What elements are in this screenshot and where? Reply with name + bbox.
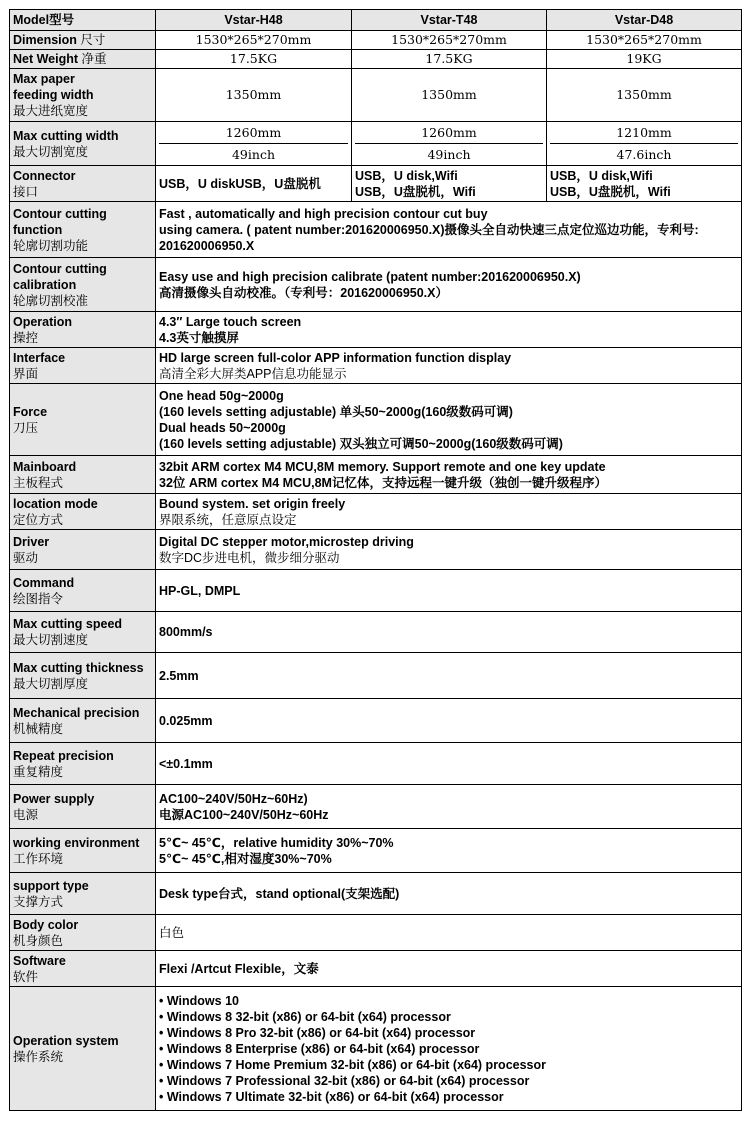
row-mech xyxy=(10,699,742,743)
env-value: 5℃~ 45℃，relative humidity 30%~70% 5℃~ 45℃,相对湿度30%~70% xyxy=(156,829,742,873)
label-software: Software 软件 xyxy=(10,951,156,987)
label-power: Power supply 电源 xyxy=(10,785,156,829)
power-value: AC100~240V/50Hz~60Hz) 电源AC100~240V/50Hz~60Hz xyxy=(156,785,742,829)
row-repeat xyxy=(10,743,742,785)
driver-value: Digital DC stepper motor,microstep driving 数字DC步进电机，微步细分驱动 xyxy=(156,530,742,570)
label-speed: Max cutting speed 最大切割速度 xyxy=(10,612,156,653)
paper-d48: 1350mm xyxy=(547,69,742,122)
weight-h48: 17.5KG xyxy=(156,50,352,69)
row-mainboard xyxy=(10,456,742,494)
label-force: Force 刀压 xyxy=(10,384,156,456)
connector-h48: USB，U diskUSB，U盘脱机 xyxy=(156,166,352,202)
row-weight xyxy=(10,50,742,69)
label-repeat: Repeat precision 重复精度 xyxy=(10,743,156,785)
label-mech: Mechanical precision 机械精度 xyxy=(10,699,156,743)
label-cutwidth: Max cutting width 最大切割宽度 xyxy=(10,122,156,166)
operation-value: 4.3″ Large touch screen 4.3英寸触摸屏 xyxy=(156,312,742,348)
header-d48: Vstar-D48 xyxy=(547,10,742,31)
command-value: HP-GL, DMPL xyxy=(156,570,742,612)
row-command xyxy=(10,570,742,612)
row-force xyxy=(10,384,742,456)
label-paper: Max paper feeding width 最大进纸宽度 xyxy=(10,69,156,122)
interface-value: HD large screen full-color APP information function display 高清全彩大屏类APP信息功能显示 xyxy=(156,348,742,384)
mainboard-value: 32bit ARM cortex M4 MCU,8M memory. Support remote and one key update 32位 ARM cortex M4 MCU,8M记忆体，支持远程一键升级（独创一键升级程序） xyxy=(156,456,742,494)
header-row xyxy=(10,10,742,31)
row-color xyxy=(10,915,742,951)
speed-value: 800mm/s xyxy=(156,612,742,653)
row-driver xyxy=(10,530,742,570)
row-paper xyxy=(10,69,742,122)
row-power xyxy=(10,785,742,829)
weight-d48: 19KG xyxy=(547,50,742,69)
row-connector xyxy=(10,166,742,202)
row-speed xyxy=(10,612,742,653)
connector-d48: USB，U disk,Wifi USB，U盘脱机，Wifi xyxy=(547,166,742,202)
os-item: • Windows 7 Ultimate 32-bit (x86) or 64-bit (x64) processor xyxy=(159,1089,504,1104)
header-model: Model型号 xyxy=(10,10,156,31)
label-dimension: Dimension 尺寸 xyxy=(10,31,156,50)
row-cutwidth xyxy=(10,122,742,166)
support-value: Desk type台式，stand optional(支架选配) xyxy=(156,873,742,915)
paper-h48: 1350mm xyxy=(156,69,352,122)
label-contour-cal: Contour cutting calibration 轮廓切割校准 xyxy=(10,258,156,312)
row-software xyxy=(10,951,742,987)
dimension-h48: 1530*265*270mm xyxy=(156,31,352,50)
os-item: • Windows 7 Home Premium 32-bit (x86) or 64-bit (x64) processor xyxy=(159,1057,546,1072)
row-interface xyxy=(10,348,742,384)
label-driver: Driver 驱动 xyxy=(10,530,156,570)
row-os xyxy=(10,987,742,1111)
os-item: • Windows 10 xyxy=(159,993,239,1008)
cutwidth-d48: 1210mm 47.6inch xyxy=(547,122,742,166)
row-support xyxy=(10,873,742,915)
row-env xyxy=(10,829,742,873)
spec-table xyxy=(9,9,742,1111)
cutwidth-t48: 1260mm 49inch xyxy=(352,122,547,166)
dimension-t48: 1530*265*270mm xyxy=(352,31,547,50)
mech-value: 0.025mm xyxy=(156,699,742,743)
contour-cal-value: Easy use and high precision calibrate (patent number:201620006950.X) 高清摄像头自动校准。（专利号：201620006950.X） xyxy=(156,258,742,312)
label-interface: Interface 界面 xyxy=(10,348,156,384)
color-value: 白色 xyxy=(156,915,742,951)
label-weight: Net Weight 净重 xyxy=(10,50,156,69)
label-location: location mode 定位方式 xyxy=(10,494,156,530)
location-value: Bound system. set origin freely 界限系统，任意原点设定 xyxy=(156,494,742,530)
row-contour-cut xyxy=(10,202,742,258)
row-contour-cal xyxy=(10,258,742,312)
os-item: • Windows 7 Professional 32-bit (x86) or 64-bit (x64) processor xyxy=(159,1073,530,1088)
paper-t48: 1350mm xyxy=(352,69,547,122)
repeat-value: <±0.1mm xyxy=(156,743,742,785)
label-operation: Operation 操控 xyxy=(10,312,156,348)
os-value xyxy=(156,987,742,1111)
cutwidth-h48: 1260mm 49inch xyxy=(156,122,352,166)
label-env: working environment 工作环境 xyxy=(10,829,156,873)
row-dimension xyxy=(10,31,742,50)
force-value: One head 50g~2000g (160 levels setting adjustable) 单头50~2000g(160级数码可调) Dual heads 50~2000g (160 levels setting adjustable) 双头独立可调50~2000g(160级数码可调) xyxy=(156,384,742,456)
label-support: support type 支撑方式 xyxy=(10,873,156,915)
os-item: • Windows 8 32-bit (x86) or 64-bit (x64) processor xyxy=(159,1009,451,1024)
connector-t48: USB，U disk,Wifi USB，U盘脱机，Wifi xyxy=(352,166,547,202)
row-thickness xyxy=(10,653,742,699)
os-item: • Windows 8 Pro 32-bit (x86) or 64-bit (x64) processor xyxy=(159,1025,476,1040)
weight-t48: 17.5KG xyxy=(352,50,547,69)
header-t48: Vstar-T48 xyxy=(352,10,547,31)
software-value: Flexi /Artcut Flexible，文泰 xyxy=(156,951,742,987)
row-location xyxy=(10,494,742,530)
contour-cut-value: Fast , automatically and high precision contour cut buy using camera. ( patent number:201620006950.X)摄像头全自动快速三点定位巡边功能，专利号: 201620006950.X xyxy=(156,202,742,258)
row-operation xyxy=(10,312,742,348)
label-os: Operation system 操作系统 xyxy=(10,987,156,1111)
label-color: Body color 机身颜色 xyxy=(10,915,156,951)
thickness-value: 2.5mm xyxy=(156,653,742,699)
dimension-d48: 1530*265*270mm xyxy=(547,31,742,50)
label-connector: Connector 接口 xyxy=(10,166,156,202)
label-thickness: Max cutting thickness 最大切割厚度 xyxy=(10,653,156,699)
header-h48: Vstar-H48 xyxy=(156,10,352,31)
label-contour-cut: Contour cutting function 轮廓切割功能 xyxy=(10,202,156,258)
label-command: Command 绘图指令 xyxy=(10,570,156,612)
os-item: • Windows 8 Enterprise (x86) or 64-bit (x64) processor xyxy=(159,1041,480,1056)
label-mainboard: Mainboard 主板程式 xyxy=(10,456,156,494)
